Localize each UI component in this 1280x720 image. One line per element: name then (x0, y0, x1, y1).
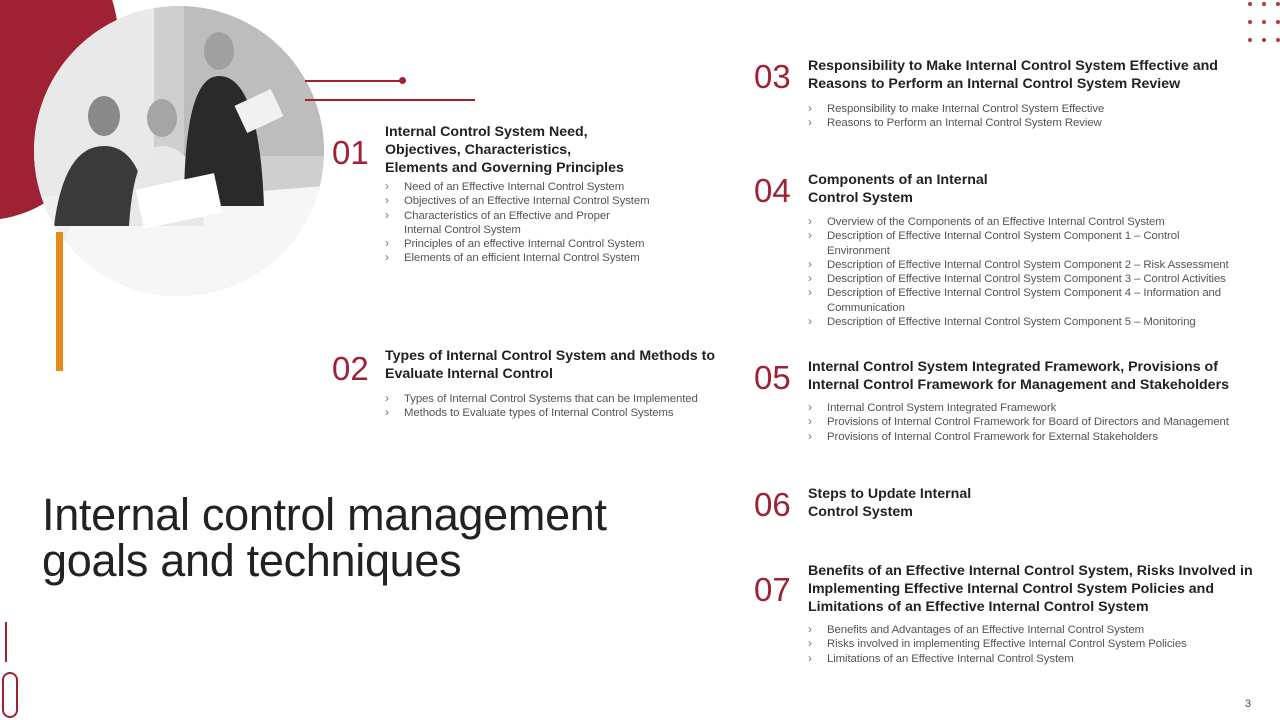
list-item: › Description of Effective Internal Control System Component 2 – Risk Assessment (808, 258, 1268, 272)
section-item-list (808, 401, 1273, 444)
section-number: 04 (754, 172, 791, 209)
decorative-orange-bar (56, 232, 63, 371)
list-item: › Risks involved in implementing Effective Internal Control System Policies (808, 637, 1273, 651)
list-item: › Responsibility to make Internal Control System Effective (808, 102, 1248, 116)
decorative-pill-outline (2, 672, 18, 718)
section-item-list (385, 392, 730, 421)
list-item: › Internal Control System Integrated Framework (808, 401, 1273, 415)
business-meeting-photo (34, 6, 324, 296)
list-item: › Reasons to Perform an Internal Control System Review (808, 116, 1248, 130)
decorative-vertical-line (5, 622, 7, 662)
list-item: › Provisions of Internal Control Framework for Board of Directors and Management (808, 415, 1273, 429)
section-item-list (808, 102, 1248, 131)
section-title: Components of an Internal Control System (808, 172, 988, 206)
list-item: › Benefits and Advantages of an Effective Internal Control System (808, 623, 1273, 637)
list-item: › Description of Effective Internal Control System Component 4 – Information and Communication (808, 286, 1247, 315)
list-item: › Provisions of Internal Control Framework for External Stakeholders (808, 430, 1273, 444)
decorative-line (305, 99, 475, 101)
photo-illustration (34, 6, 324, 296)
section-title: Responsibility to Make Internal Control System Effective and Reasons to Perform an Internal Control System Review (808, 58, 1218, 92)
section-item-list (808, 623, 1273, 666)
section-number: 02 (332, 350, 369, 387)
list-item: › Need of an Effective Internal Control System (385, 180, 685, 194)
section-item-list (385, 180, 685, 266)
list-item: › Methods to Evaluate types of Internal Control Systems (385, 406, 730, 420)
list-item: › Overview of the Components of an Effective Internal Control System (808, 215, 1268, 229)
decorative-dot (399, 77, 406, 84)
section-number: 01 (332, 134, 369, 171)
section-number: 07 (754, 571, 791, 608)
page-title: Internal control management goals and techniques (42, 489, 607, 586)
list-item: › Limitations of an Effective Internal Control System (808, 652, 1273, 666)
decorative-line (305, 80, 401, 82)
page-number: 3 (1245, 698, 1252, 710)
list-item: › Types of Internal Control Systems that can be Implemented (385, 392, 730, 406)
list-item: › Objectives of an Effective Internal Control System (385, 194, 685, 208)
list-item: › Characteristics of an Effective and Proper Internal Control System (385, 209, 634, 238)
section-number: 05 (754, 359, 791, 396)
section-number: 03 (754, 58, 791, 95)
list-item: › Principles of an effective Internal Control System (385, 237, 685, 251)
section-item-list (808, 215, 1268, 329)
list-item: › Description of Effective Internal Control System Component 3 – Control Activities (808, 272, 1268, 286)
decorative-dot-grid (1248, 2, 1280, 46)
section-title: Internal Control System Need, Objectives, Characteristics, Elements and Governing Principles (385, 124, 624, 176)
section-title: Steps to Update Internal Control System (808, 486, 972, 520)
section-title: Internal Control System Integrated Framework, Provisions of Internal Control Framework for Management and Stakeholders (808, 359, 1229, 393)
list-item: › Elements of an efficient Internal Control System (385, 251, 685, 265)
list-item: › Description of Effective Internal Control System Component 1 – Control Environment (808, 229, 1227, 258)
section-title: Types of Internal Control System and Methods to Evaluate Internal Control (385, 348, 716, 382)
list-item: › Description of Effective Internal Control System Component 5 – Monitoring (808, 315, 1268, 329)
section-number: 06 (754, 486, 791, 523)
section-title: Benefits of an Effective Internal Control System, Risks Involved in Implementing Effective Internal Control System Policies and Limitations of an Effective Internal Control System (808, 563, 1253, 615)
